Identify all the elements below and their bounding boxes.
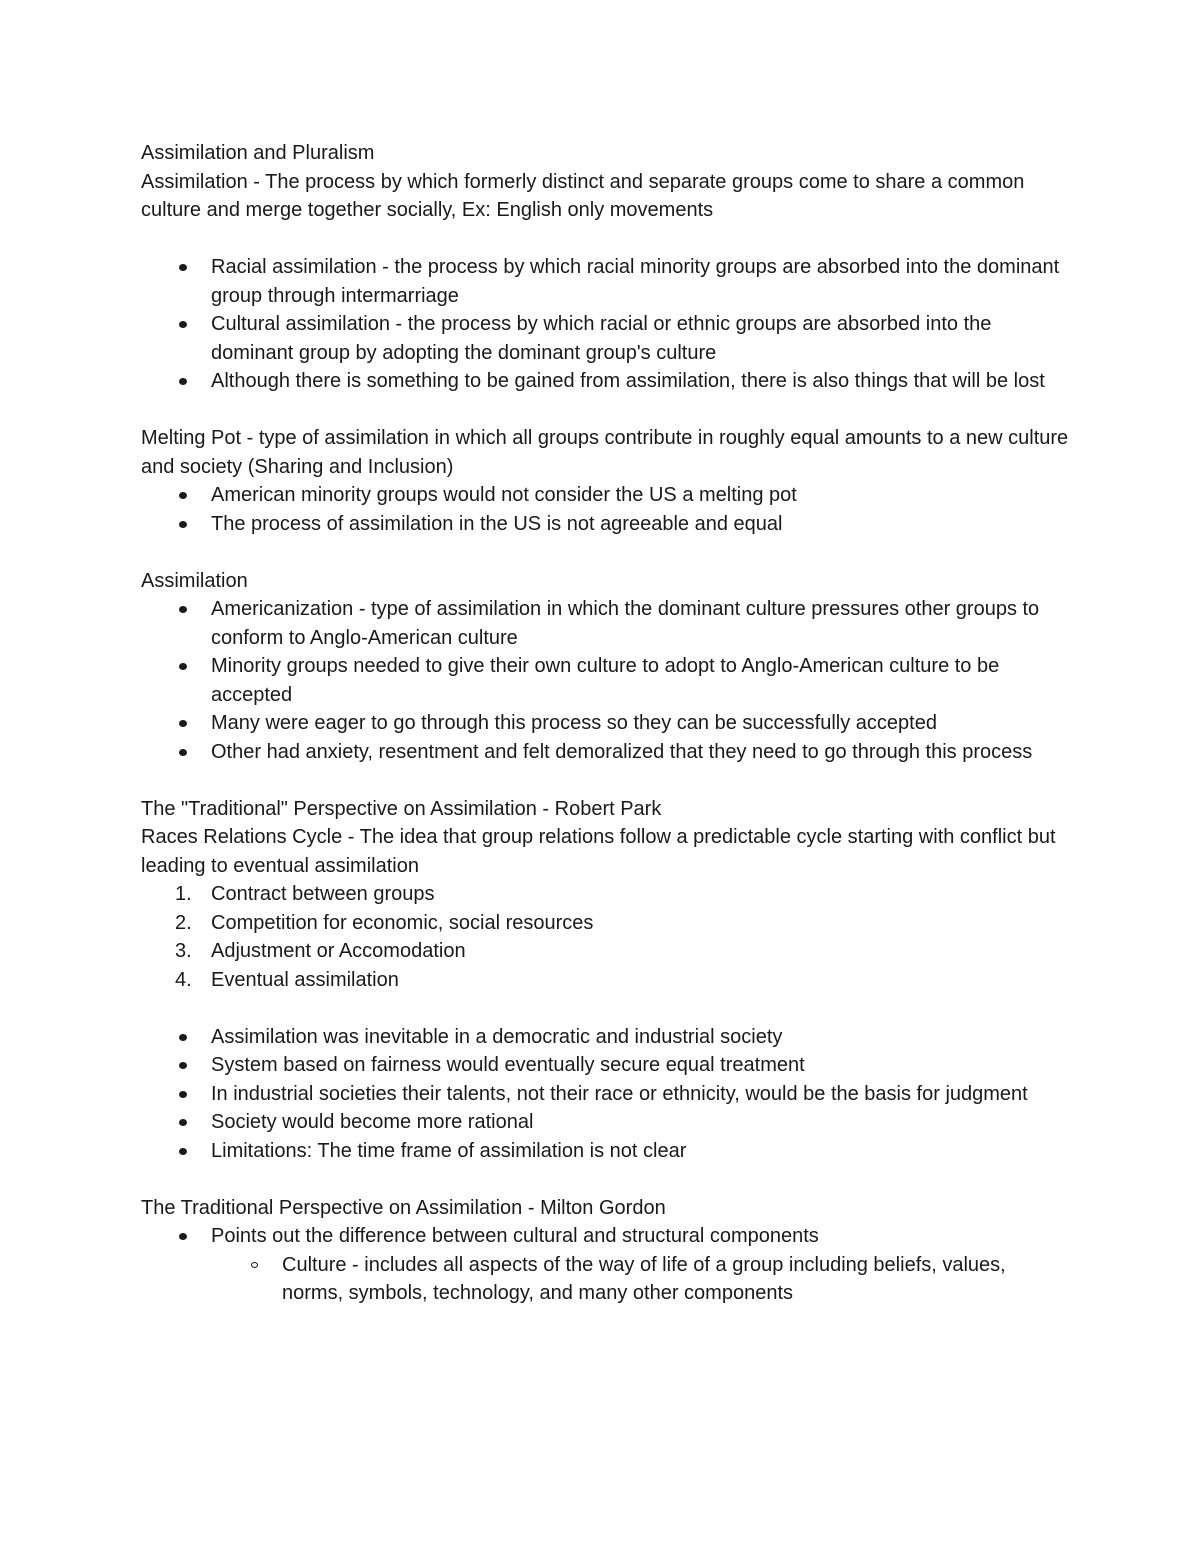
park-heading: The "Traditional" Perspective on Assimilation - Robert Park	[141, 797, 662, 820]
bullet-icon	[179, 492, 187, 499]
americanization-list	[141, 595, 1071, 766]
list-item: Americanization - type of assimilation in which the dominant culture pressures other groups to conform to Anglo-American culture	[141, 595, 1071, 652]
bullet-icon	[179, 1233, 187, 1240]
list-item: American minority groups would not consider the US a melting pot	[141, 481, 1071, 510]
list-item: Although there is something to be gained from assimilation, there is also things that will be lost	[141, 367, 1071, 396]
list-item: Minority groups needed to give their own culture to adopt to Anglo-American culture to be accepted	[141, 652, 1071, 709]
list-item: In industrial societies their talents, not their race or ethnicity, would be the basis for judgment	[141, 1080, 1071, 1109]
list-item: Points out the difference between cultural and structural components	[141, 1222, 1071, 1251]
list-item: Assimilation was inevitable in a democratic and industrial society	[141, 1023, 1071, 1052]
bullet-icon	[179, 1062, 187, 1069]
cycle-steps-list	[141, 880, 1071, 994]
list-item: The process of assimilation in the US is not agreeable and equal	[141, 510, 1071, 539]
numbered-item: 2. Competition for economic, social resources	[175, 911, 594, 934]
assimilation-heading: Assimilation	[141, 569, 248, 592]
bullet-icon	[179, 321, 187, 328]
list-item: Other had anxiety, resentment and felt demoralized that they need to go through this process	[141, 738, 1071, 767]
bullet-icon	[179, 1119, 187, 1126]
bullet-icon	[179, 1034, 187, 1041]
bullet-icon	[179, 1148, 187, 1155]
bullet-icon	[179, 606, 187, 613]
doc-title: Assimilation and Pluralism	[141, 142, 375, 164]
melting-pot-list	[141, 481, 1071, 538]
race-relations-cycle-definition: Races Relations Cycle - The idea that group relations follow a predictable cycle starting with conflict but leading to eventual assimilation	[141, 826, 1056, 877]
bullet-icon	[179, 720, 187, 727]
numbered-item: 4. Eventual assimilation	[175, 968, 399, 991]
list-item: Society would become more rational	[141, 1108, 1071, 1137]
document-page	[141, 139, 1071, 1308]
gordon-heading: The Traditional Perspective on Assimilation - Milton Gordon	[141, 1196, 666, 1219]
list-item: Limitations: The time frame of assimilation is not clear	[141, 1137, 1071, 1166]
bullet-icon	[179, 378, 187, 385]
list-item: Cultural assimilation - the process by which racial or ethnic groups are absorbed into the dominant group by adopting the dominant group's culture	[141, 310, 1071, 367]
assimilation-definition: Assimilation - The process by which formerly distinct and separate groups come to share a common culture and merge together socially, Ex: English only movements	[141, 170, 1025, 221]
sub-list-item: Culture - includes all aspects of the way of life of a group including beliefs, values, norms, symbols, technology, and many other components	[141, 1251, 1071, 1308]
list-item: Many were eager to go through this process so they can be successfully accepted	[141, 709, 1071, 738]
melting-pot-definition: Melting Pot - type of assimilation in which all groups contribute in roughly equal amounts to a new culture and society (Sharing and Inclusion)	[141, 427, 1069, 478]
bullet-icon	[179, 749, 187, 756]
numbered-item: 3. Adjustment or Accomodation	[175, 940, 466, 962]
bullet-icon	[179, 521, 187, 528]
gordon-points-list	[141, 1222, 1071, 1308]
hollow-bullet-icon	[251, 1262, 258, 1268]
list-item: Racial assimilation - the process by which racial minority groups are absorbed into the dominant group through intermarriage	[141, 253, 1071, 310]
list-item: System based on fairness would eventually secure equal treatment	[141, 1051, 1071, 1080]
numbered-item: 1. Contract between groups	[175, 883, 435, 905]
bullet-icon	[179, 663, 187, 670]
assimilation-types-list	[141, 253, 1071, 396]
bullet-icon	[179, 264, 187, 271]
bullet-icon	[179, 1091, 187, 1098]
park-points-list	[141, 1023, 1071, 1166]
